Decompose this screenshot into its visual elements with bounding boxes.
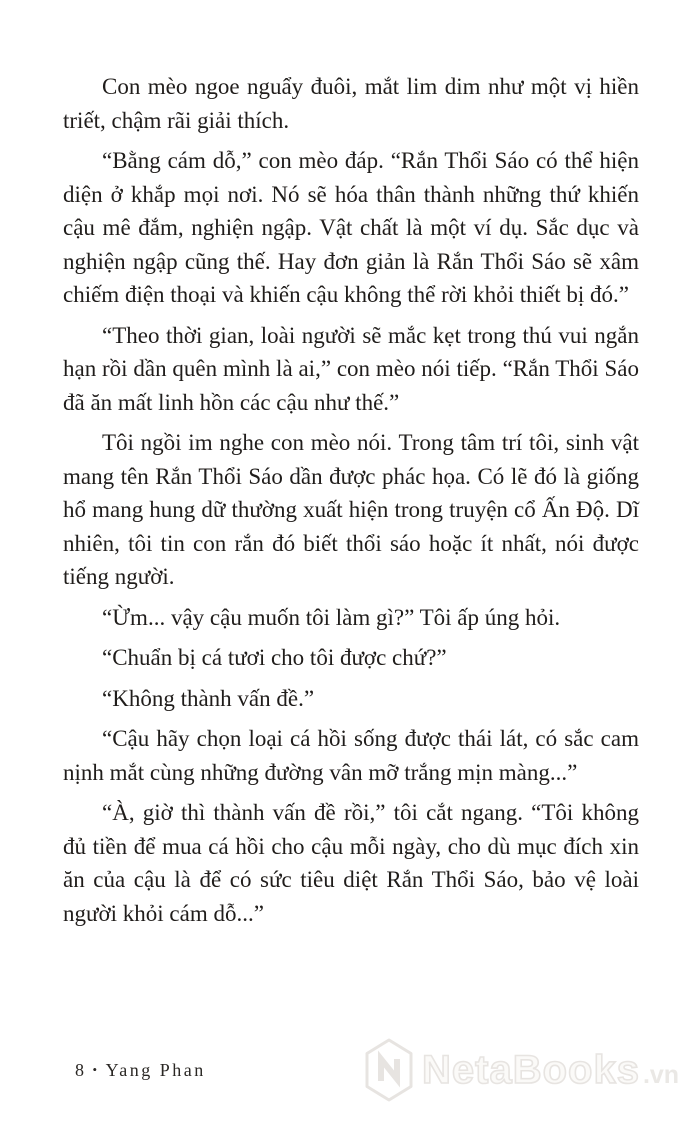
author-name: Yang Phan <box>105 1060 206 1080</box>
page-number: 8 <box>75 1060 87 1080</box>
page-footer <box>75 1060 206 1081</box>
watermark-domain-suffix: .vn <box>642 1060 680 1089</box>
paragraph: “Cậu hãy chọn loại cá hồi sống được thái lát, có sắc cam nịnh mắt cùng những đường vân mỡ trắng mịn màng...” <box>63 726 639 785</box>
paragraph: “Ừm... vậy cậu muốn tôi làm gì?” Tôi ấp úng hỏi. <box>102 604 561 630</box>
paragraph: Con mèo ngoe nguẩy đuôi, mắt lim dim như một vị hiền triết, chậm rãi giải thích. <box>63 74 639 133</box>
paragraph: Tôi ngồi im nghe con mèo nói. Trong tâm trí tôi, sinh vật mang tên Rắn Thổi Sáo dần được phác họa. Có lẽ đó là giống hổ mang hung dữ thường xuất hiện trong truyện cổ Ấn Độ. Dĩ nhiên, tôi tin con rắn đó biết thổi sáo hoặc ít nhất, nói được tiếng người. <box>63 430 639 589</box>
netabooks-logo-icon <box>364 1038 414 1102</box>
netabooks-watermark <box>364 1038 679 1102</box>
paragraph: “Bằng cám dỗ,” con mèo đáp. “Rắn Thổi Sáo có thể hiện diện ở khắp mọi nơi. Nó sẽ hóa thân thành những thứ khiến cậu mê đắm, nghiện ngập. Vật chất là một ví dụ. Sắc dục và nghiện ngập cũng thế. Hay đơn giản là Rắn Thổi Sáo sẽ xâm chiếm điện thoại và khiến cậu không thể rời khỏi thiết bị đó.” <box>63 148 639 307</box>
body-text <box>63 70 639 937</box>
watermark-brand: NetaBooks <box>422 1047 640 1092</box>
paragraph: “À, giờ thì thành vấn đề rồi,” tôi cắt ngang. “Tôi không đủ tiền để mua cá hồi cho cậu mỗi ngày, cho dù mục đích xin ăn của cậu là để có sức tiêu diệt Rắn Thổi Sáo, bảo vệ loài người khỏi cám dỗ...” <box>63 800 639 926</box>
watermark-text <box>422 1048 679 1093</box>
paragraph: “Chuẩn bị cá tươi cho tôi được chứ?” <box>102 645 447 670</box>
paragraph: “Theo thời gian, loài người sẽ mắc kẹt trong thú vui ngắn hạn rồi dần quên mình là ai,” con mèo nói tiếp. “Rắn Thổi Sáo đã ăn mất linh hồn các cậu như thế.” <box>63 322 639 415</box>
paragraph: “Không thành vấn đề.” <box>102 685 315 711</box>
footer-separator: • <box>92 1062 100 1077</box>
